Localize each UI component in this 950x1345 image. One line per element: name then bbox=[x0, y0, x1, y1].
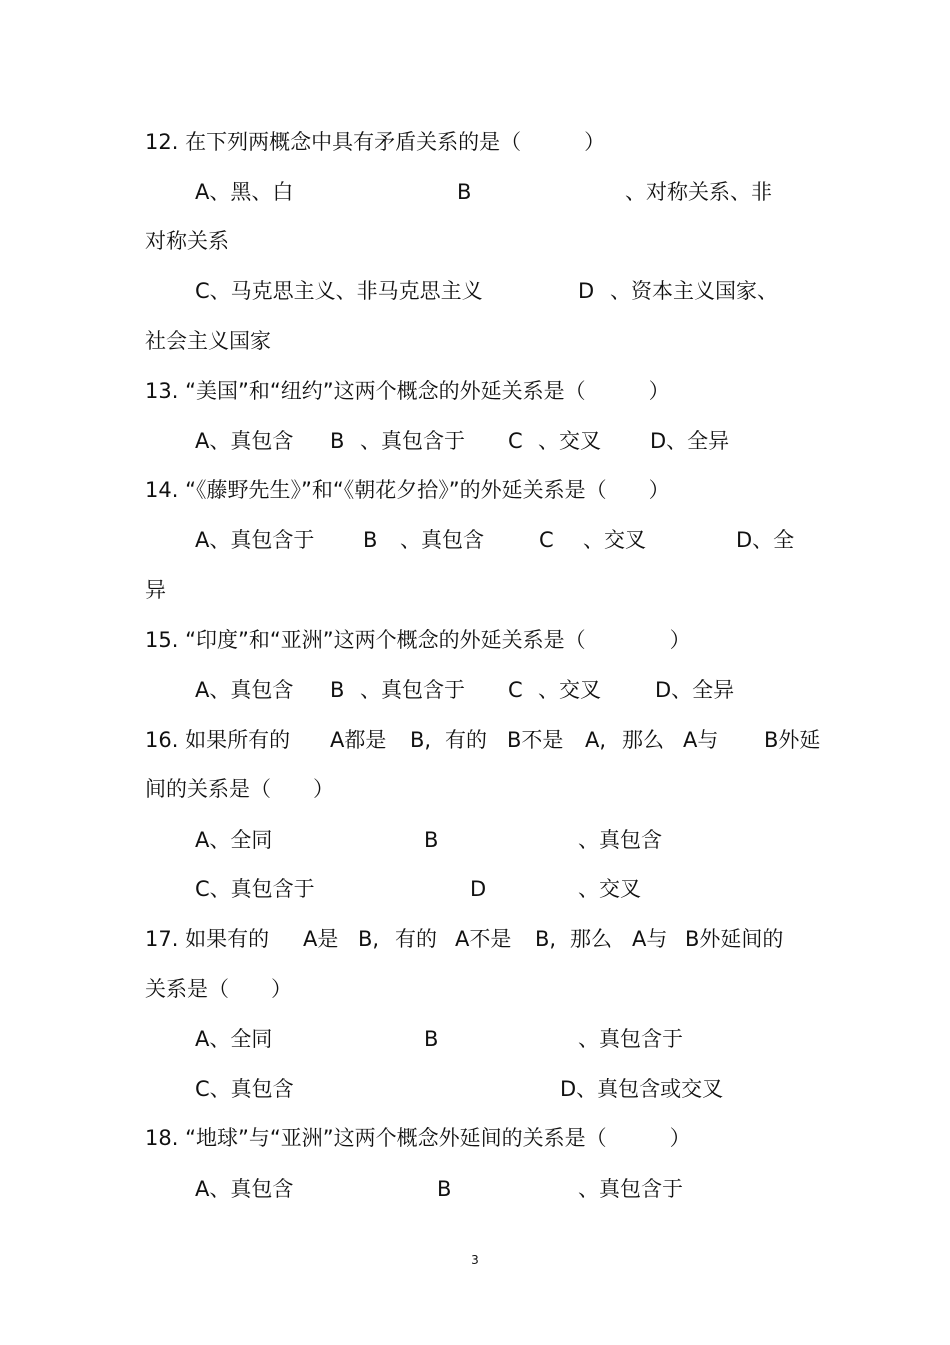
text-segment: B, bbox=[410, 728, 432, 752]
text-segment: A、全同 bbox=[195, 828, 273, 852]
text-segment: A、真包含 bbox=[195, 1177, 294, 1201]
text-segment: D、真包含或交叉 bbox=[560, 1077, 724, 1101]
text-segment: 社会主义国家 bbox=[145, 329, 271, 353]
text-segment: D、全 bbox=[736, 528, 795, 552]
text-segment: 那么 bbox=[622, 728, 664, 752]
text-segment: A与 bbox=[632, 927, 668, 951]
text-segment: 、交叉 bbox=[538, 678, 601, 702]
text-segment: B bbox=[330, 678, 345, 702]
text-segment: 有的 bbox=[395, 927, 437, 951]
text-segment: B, bbox=[358, 927, 380, 951]
text-segment: A、真包含 bbox=[195, 429, 294, 453]
text-segment: B外延间的 bbox=[685, 927, 784, 951]
text-segment: A都是 bbox=[330, 728, 387, 752]
text-segment: 16. 如果所有的 bbox=[145, 728, 291, 752]
text-segment: A、黑、白 bbox=[195, 180, 294, 204]
text-segment: A不是 bbox=[455, 927, 512, 951]
text-segment: 15. “印度”和“亚洲”这两个概念的外延关系是（ ） bbox=[145, 628, 691, 652]
text-segment: 、资本主义国家、 bbox=[610, 279, 778, 303]
text-segment: D、全异 bbox=[650, 429, 730, 453]
text-segment: 那么 bbox=[570, 927, 612, 951]
text-segment: B bbox=[330, 429, 345, 453]
text-segment: C bbox=[539, 528, 554, 552]
text-segment: 18. “地球”与“亚洲”这两个概念外延间的关系是（ ） bbox=[145, 1126, 691, 1150]
text-segment: A, bbox=[585, 728, 607, 752]
text-segment: B bbox=[363, 528, 378, 552]
text-segment: A、全同 bbox=[195, 1027, 273, 1051]
text-segment: 17. 如果有的 bbox=[145, 927, 270, 951]
text-segment: 、真包含于 bbox=[360, 429, 465, 453]
text-segment: B bbox=[457, 180, 472, 204]
text-segment: B外延 bbox=[764, 728, 821, 752]
text-segment: 12. 在下列两概念中具有矛盾关系的是（ ） bbox=[145, 130, 606, 154]
text-segment: D bbox=[470, 877, 487, 901]
text-segment: C bbox=[508, 429, 523, 453]
text-segment: 、交叉 bbox=[578, 877, 641, 901]
text-segment: A是 bbox=[303, 927, 339, 951]
text-segment: 、真包含于 bbox=[578, 1177, 683, 1201]
page-number: 3 bbox=[471, 1253, 479, 1267]
text-segment: 14. “《藤野先生》”和“《朝花夕拾》”的外延关系是（ ） bbox=[145, 478, 670, 502]
text-segment: 对称关系 bbox=[145, 229, 229, 253]
text-segment: 有的 bbox=[445, 728, 487, 752]
text-segment: 间的关系是（ ） bbox=[145, 777, 334, 801]
text-segment: C bbox=[508, 678, 523, 702]
text-segment: 异 bbox=[145, 578, 166, 602]
text-segment: B不是 bbox=[507, 728, 564, 752]
text-segment: C、真包含于 bbox=[195, 877, 315, 901]
text-segment: 13. “美国”和“纽约”这两个概念的外延关系是（ ） bbox=[145, 379, 670, 403]
text-segment: 、真包含 bbox=[400, 528, 484, 552]
text-segment: 、真包含于 bbox=[578, 1027, 683, 1051]
text-segment: 、交叉 bbox=[538, 429, 601, 453]
text-segment: B bbox=[424, 828, 439, 852]
text-segment: D、全异 bbox=[655, 678, 735, 702]
text-segment: A与 bbox=[683, 728, 719, 752]
text-segment: C、真包含 bbox=[195, 1077, 294, 1101]
text-segment: B bbox=[424, 1027, 439, 1051]
text-segment: B bbox=[437, 1177, 452, 1201]
text-segment: D bbox=[578, 279, 595, 303]
text-segment: 、交叉 bbox=[583, 528, 646, 552]
text-segment: A、真包含 bbox=[195, 678, 294, 702]
text-segment: 、真包含于 bbox=[360, 678, 465, 702]
text-segment: A、真包含于 bbox=[195, 528, 315, 552]
text-segment: 、真包含 bbox=[578, 828, 662, 852]
text-segment: 关系是（ ） bbox=[145, 977, 292, 1001]
text-segment: C、马克思主义、非马克思主义 bbox=[195, 279, 483, 303]
text-segment: B, bbox=[535, 927, 557, 951]
text-segment: 、对称关系、非 bbox=[625, 180, 772, 204]
